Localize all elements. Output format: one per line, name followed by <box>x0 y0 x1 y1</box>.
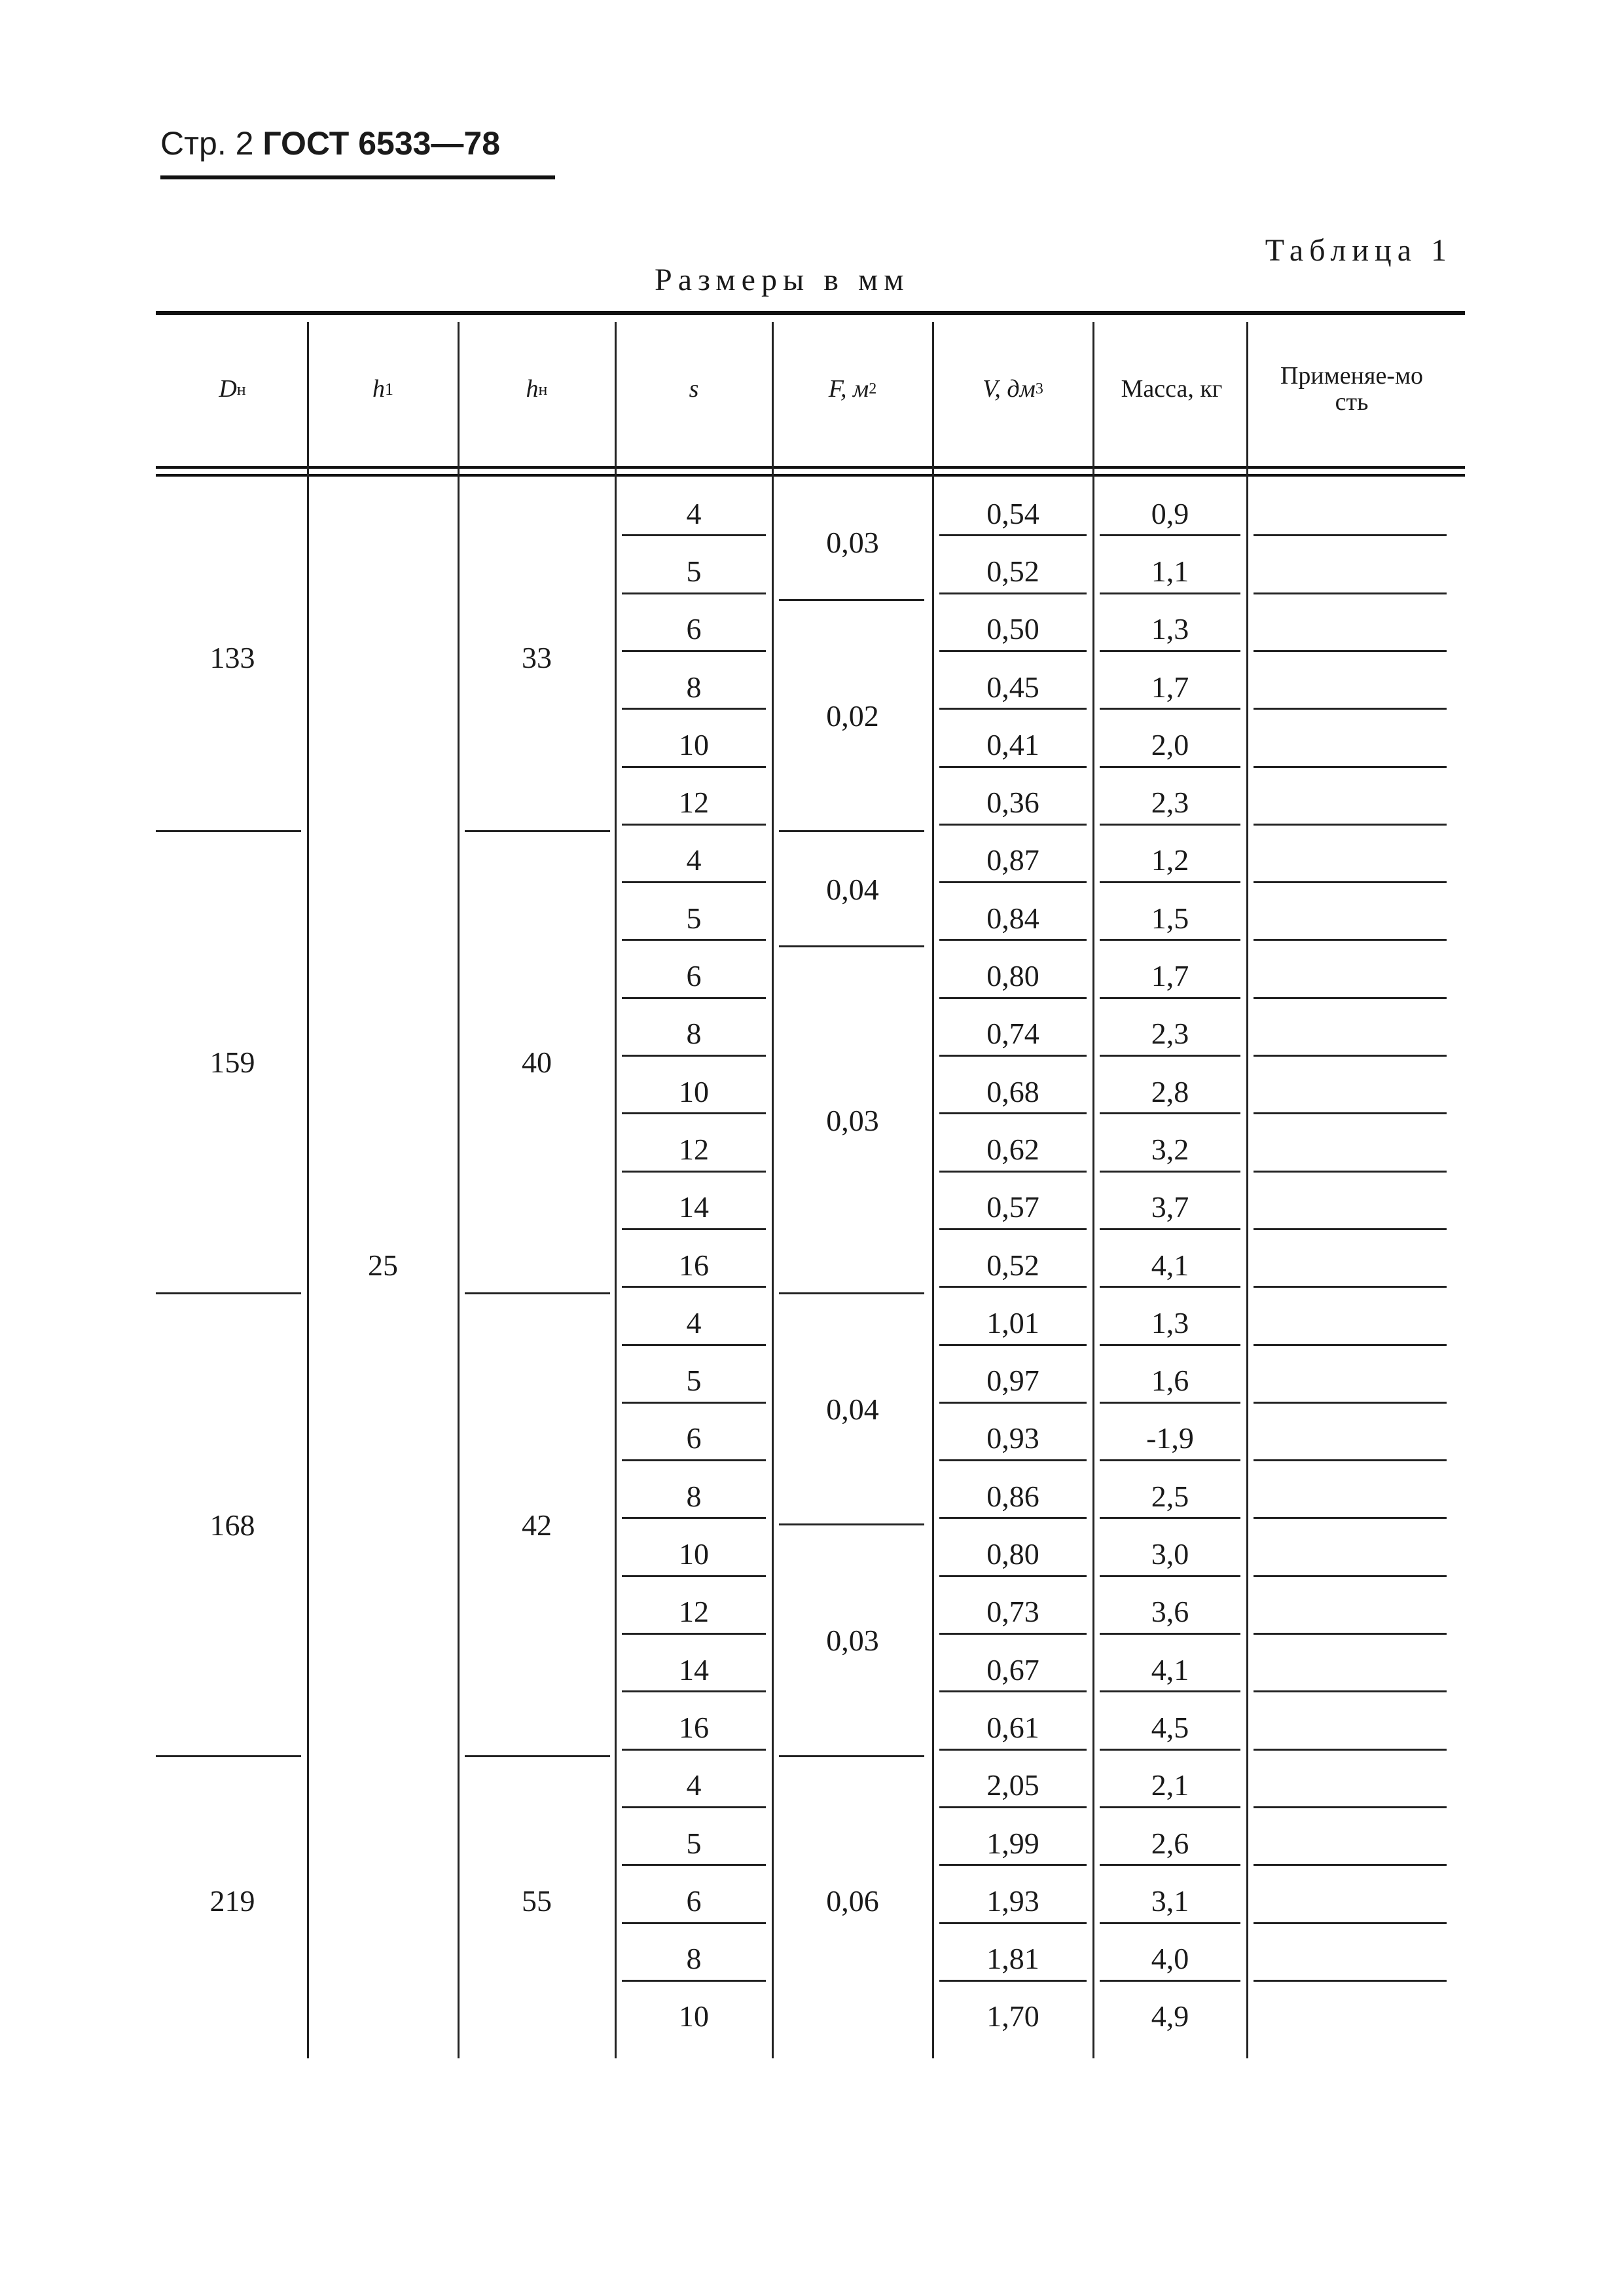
header-h1-sub: 1 <box>385 380 393 399</box>
row-rule-s <box>622 939 766 941</box>
s-value: 8 <box>686 1942 702 1976</box>
row-rule-s <box>622 1690 766 1692</box>
row-rule-applicability <box>1254 1864 1447 1866</box>
row-rule-s <box>622 1922 766 1924</box>
v-value: 0,93 <box>986 1421 1039 1455</box>
row-rule-s <box>622 1344 766 1346</box>
f-value: 0,02 <box>826 699 879 733</box>
f-value: 0,06 <box>826 1884 879 1918</box>
h1-value: 25 <box>368 1248 398 1282</box>
mass-value: 3,1 <box>1151 1884 1189 1918</box>
mass-value: 3,0 <box>1151 1537 1189 1571</box>
s-value: 4 <box>686 1305 702 1339</box>
row-rule-mass <box>1100 1749 1240 1751</box>
row-rule-applicability <box>1254 1228 1447 1230</box>
mass-value: 3,7 <box>1151 1190 1189 1224</box>
v-value: 0,45 <box>986 670 1039 704</box>
row-rule-v <box>939 1459 1087 1461</box>
s-value: 8 <box>686 1017 702 1051</box>
row-rule-mass <box>1100 1864 1240 1866</box>
row-rule-mass <box>1100 1690 1240 1692</box>
header-rule-lower <box>156 474 1465 477</box>
row-rule-s <box>622 766 766 768</box>
row-rule-applicability <box>1254 1517 1447 1519</box>
mass-value: 0,9 <box>1151 496 1189 530</box>
row-rule-applicability <box>1254 1112 1447 1114</box>
f-value: 0,03 <box>826 1103 879 1137</box>
v-value: 0,80 <box>986 959 1039 993</box>
s-value: 12 <box>679 1595 709 1629</box>
mass-value: 1,7 <box>1151 670 1189 704</box>
header-f-sup: 2 <box>869 380 877 398</box>
header-applicability-label: Применяе-мость <box>1280 362 1424 416</box>
v-value: 0,74 <box>986 1017 1039 1051</box>
row-rule-applicability <box>1254 592 1447 594</box>
row-rule-s <box>622 1228 766 1230</box>
row-rule-mass <box>1100 1575 1240 1577</box>
row-rule-s <box>622 650 766 652</box>
header-mass-label: Масса, кг <box>1121 375 1223 403</box>
v-value: 0,86 <box>986 1479 1039 1513</box>
row-rule-mass <box>1100 881 1240 883</box>
row-rule-v <box>939 1864 1087 1866</box>
row-rule-s <box>622 1055 766 1057</box>
row-rule-v <box>939 1344 1087 1346</box>
v-value: 1,99 <box>986 1826 1039 1860</box>
row-rule-applicability <box>1254 766 1447 768</box>
row-rule-applicability <box>1254 1980 1447 1982</box>
v-value: 0,80 <box>986 1537 1039 1571</box>
row-rule-s <box>622 1864 766 1866</box>
mass-value: 2,8 <box>1151 1074 1189 1108</box>
row-rule-v <box>939 997 1087 999</box>
header-dn-sub: н <box>236 380 246 399</box>
row-rule-applicability <box>1254 881 1447 883</box>
s-value: 4 <box>686 843 702 877</box>
row-rule-applicability <box>1254 824 1447 826</box>
s-value: 6 <box>686 959 702 993</box>
row-rule-applicability <box>1254 1055 1447 1057</box>
row-rule-v <box>939 534 1087 536</box>
row-rule-s <box>622 708 766 710</box>
mass-value: 3,6 <box>1151 1595 1189 1629</box>
row-rule-v <box>939 1749 1087 1751</box>
row-rule-v <box>939 650 1087 652</box>
row-rule-applicability <box>1254 708 1447 710</box>
row-rule-s <box>622 1402 766 1404</box>
mass-value: 4,5 <box>1151 1710 1189 1744</box>
v-value: 0,97 <box>986 1364 1039 1398</box>
row-rule-s <box>622 1286 766 1288</box>
row-rule-v <box>939 1633 1087 1635</box>
row-rule-s <box>622 592 766 594</box>
row-rule-s <box>622 1459 766 1461</box>
row-rule-applicability <box>1254 939 1447 941</box>
header-h1-symbol: h <box>372 375 385 403</box>
row-rule-applicability <box>1254 1344 1447 1346</box>
row-rule-mass <box>1100 708 1240 710</box>
row-rule-mass <box>1100 1517 1240 1519</box>
v-value: 1,01 <box>986 1305 1039 1339</box>
s-value: 4 <box>686 1768 702 1802</box>
row-rule-v <box>939 1228 1087 1230</box>
v-value: 0,87 <box>986 843 1039 877</box>
row-rule-mass <box>1100 650 1240 652</box>
row-rule-mass <box>1100 1806 1240 1808</box>
row-rule-v <box>939 1517 1087 1519</box>
f-value: 0,04 <box>826 872 879 906</box>
s-value: 10 <box>679 1074 709 1108</box>
row-rule-s <box>622 824 766 826</box>
s-value: 16 <box>679 1710 709 1744</box>
table-name: Таблица 1 <box>1265 233 1453 268</box>
row-rule-s <box>622 1112 766 1114</box>
row-rule-s <box>622 1806 766 1808</box>
row-rule-v <box>939 939 1087 941</box>
v-value: 0,67 <box>986 1652 1039 1686</box>
row-rule-v <box>939 592 1087 594</box>
row-rule-s <box>622 1633 766 1635</box>
mass-value: 4,1 <box>1151 1652 1189 1686</box>
header-v-sup: 3 <box>1035 380 1043 398</box>
row-rule-applicability <box>1254 997 1447 999</box>
v-value: 0,68 <box>986 1074 1039 1108</box>
v-value: 0,57 <box>986 1190 1039 1224</box>
mass-value: 2,5 <box>1151 1479 1189 1513</box>
header-mass <box>1106 314 1237 465</box>
s-value: 12 <box>679 786 709 820</box>
row-rule-s <box>622 1517 766 1519</box>
header-rule <box>160 175 555 179</box>
mass-value: 1,5 <box>1151 901 1189 935</box>
row-rule-applicability <box>1254 534 1447 536</box>
row-rule-mass <box>1100 1922 1240 1924</box>
row-rule-s <box>622 881 766 883</box>
row-rule-mass <box>1100 997 1240 999</box>
s-value: 5 <box>686 1826 702 1860</box>
v-value: 1,70 <box>986 1999 1039 2033</box>
row-rule-s <box>622 1980 766 1982</box>
row-rule-s <box>622 1171 766 1173</box>
row-rule-mass <box>1100 1112 1240 1114</box>
s-value: 14 <box>679 1190 709 1224</box>
mass-value: 2,3 <box>1151 1017 1189 1051</box>
s-value: 6 <box>686 1884 702 1918</box>
row-rule-mass <box>1100 1980 1240 1982</box>
mass-value: 1,7 <box>1151 959 1189 993</box>
row-rule-mass <box>1100 939 1240 941</box>
row-rule-v <box>939 881 1087 883</box>
mass-value: 1,3 <box>1151 612 1189 646</box>
row-rule-applicability <box>1254 1459 1447 1461</box>
row-rule-s <box>622 534 766 536</box>
row-rule-mass <box>1100 1459 1240 1461</box>
row-rule-mass <box>1100 1055 1240 1057</box>
row-rule-applicability <box>1254 1402 1447 1404</box>
v-value: 0,52 <box>986 554 1039 588</box>
row-rule-v <box>939 1575 1087 1577</box>
v-value: 0,84 <box>986 901 1039 935</box>
s-value: 12 <box>679 1132 709 1166</box>
mass-value: -1,9 <box>1146 1421 1194 1455</box>
row-rule-applicability <box>1254 1171 1447 1173</box>
header-dn <box>157 314 308 465</box>
header-applicability <box>1257 314 1447 465</box>
hn-value: 55 <box>522 1884 552 1918</box>
mass-value: 1,2 <box>1151 843 1189 877</box>
v-value: 0,41 <box>986 727 1039 761</box>
s-value: 4 <box>686 496 702 530</box>
row-rule-s <box>622 1749 766 1751</box>
header-hn <box>458 314 615 465</box>
header-f <box>772 314 933 465</box>
mass-value: 2,1 <box>1151 1768 1189 1802</box>
header-v-label: V, дм <box>983 375 1036 403</box>
v-value: 2,05 <box>986 1768 1039 1802</box>
mass-value: 4,1 <box>1151 1248 1189 1282</box>
row-rule-mass <box>1100 824 1240 826</box>
s-value: 10 <box>679 727 709 761</box>
row-rule-s <box>622 1575 766 1577</box>
mass-value: 2,3 <box>1151 786 1189 820</box>
row-rule-v <box>939 1922 1087 1924</box>
hn-value: 40 <box>522 1046 552 1080</box>
header-hn-sub: н <box>538 380 548 399</box>
s-value: 10 <box>679 1999 709 2033</box>
row-rule-v <box>939 1402 1087 1404</box>
s-value: 14 <box>679 1652 709 1686</box>
f-value: 0,03 <box>826 525 879 559</box>
dn-value: 159 <box>209 1046 255 1080</box>
row-rule-mass <box>1100 1171 1240 1173</box>
row-rule-v <box>939 1286 1087 1288</box>
row-rule-mass <box>1100 534 1240 536</box>
mass-value: 4,0 <box>1151 1942 1189 1976</box>
row-rule-v <box>939 708 1087 710</box>
row-rule-applicability <box>1254 1690 1447 1692</box>
row-rule-mass <box>1100 766 1240 768</box>
v-value: 1,81 <box>986 1942 1039 1976</box>
s-value: 5 <box>686 901 702 935</box>
v-value: 0,36 <box>986 786 1039 820</box>
header-s-symbol: s <box>689 375 699 403</box>
mass-value: 3,2 <box>1151 1132 1189 1166</box>
row-rule-applicability <box>1254 650 1447 652</box>
s-value: 8 <box>686 670 702 704</box>
header-f-label: F, м <box>828 375 869 403</box>
header-v <box>933 314 1093 465</box>
v-value: 0,61 <box>986 1710 1039 1744</box>
row-rule-mass <box>1100 1344 1240 1346</box>
mass-value: 1,3 <box>1151 1305 1189 1339</box>
row-rule-v <box>939 1690 1087 1692</box>
mass-value: 1,6 <box>1151 1364 1189 1398</box>
standard-number: ГОСТ 6533—78 <box>262 125 501 162</box>
header-h1 <box>308 314 458 465</box>
f-value: 0,03 <box>826 1624 879 1658</box>
row-rule-applicability <box>1254 1575 1447 1577</box>
header-dn-symbol: D <box>219 375 237 403</box>
row-rule-applicability <box>1254 1922 1447 1924</box>
row-rule-applicability <box>1254 1749 1447 1751</box>
row-rule-applicability <box>1254 1633 1447 1635</box>
f-value: 0,04 <box>826 1393 879 1427</box>
mass-value: 1,1 <box>1151 554 1189 588</box>
page-header <box>160 124 500 162</box>
header-s <box>615 314 772 465</box>
hn-value: 33 <box>522 641 552 675</box>
mass-value: 4,9 <box>1151 1999 1189 2033</box>
row-rule-mass <box>1100 1402 1240 1404</box>
row-rule-v <box>939 1055 1087 1057</box>
row-rule-mass <box>1100 1286 1240 1288</box>
s-value: 10 <box>679 1537 709 1571</box>
v-value: 0,62 <box>986 1132 1039 1166</box>
dn-value: 133 <box>209 641 255 675</box>
mass-value: 2,0 <box>1151 727 1189 761</box>
v-value: 0,54 <box>986 496 1039 530</box>
row-rule-mass <box>1100 592 1240 594</box>
units-note: Размеры в мм <box>655 263 910 297</box>
s-value: 6 <box>686 612 702 646</box>
row-rule-v <box>939 824 1087 826</box>
row-rule-v <box>939 1171 1087 1173</box>
row-rule-mass <box>1100 1228 1240 1230</box>
row-rule-v <box>939 1112 1087 1114</box>
s-value: 16 <box>679 1248 709 1282</box>
s-value: 6 <box>686 1421 702 1455</box>
row-rule-v <box>939 1806 1087 1808</box>
hn-value: 42 <box>522 1508 552 1542</box>
row-rule-applicability <box>1254 1806 1447 1808</box>
v-value: 0,52 <box>986 1248 1039 1282</box>
row-rule-applicability <box>1254 1286 1447 1288</box>
row-rule-mass <box>1100 1633 1240 1635</box>
v-value: 1,93 <box>986 1884 1039 1918</box>
row-rule-v <box>939 1980 1087 1982</box>
s-value: 5 <box>686 1364 702 1398</box>
v-value: 0,50 <box>986 612 1039 646</box>
s-value: 8 <box>686 1479 702 1513</box>
header-hn-symbol: h <box>526 375 539 403</box>
page-number: Стр. 2 <box>160 125 254 162</box>
mass-value: 2,6 <box>1151 1826 1189 1860</box>
header-rule-upper <box>156 466 1465 469</box>
row-rule-v <box>939 766 1087 768</box>
dn-value: 219 <box>209 1884 255 1918</box>
dn-value: 168 <box>209 1508 255 1542</box>
s-value: 5 <box>686 554 702 588</box>
v-value: 0,73 <box>986 1595 1039 1629</box>
row-rule-s <box>622 997 766 999</box>
